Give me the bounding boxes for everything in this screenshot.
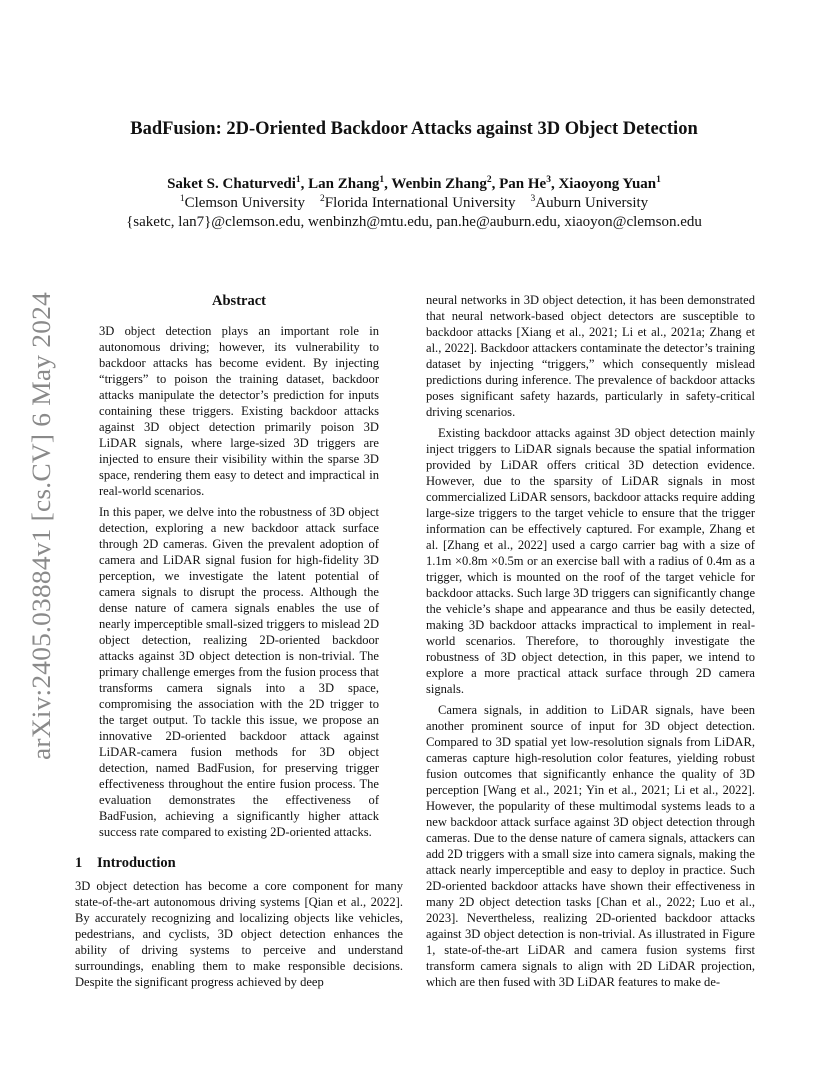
- body-paragraph: Existing backdoor attacks against 3D object detection mainly inject triggers to LiDAR signals because the spatial information provided by LiDAR offers critical 3D detection evidence. However, due to the sparsity of LiDAR signals in most commercialized LiDAR sensors, backdoor attacks require adding large-size triggers to the target vehicle to ensure that the trigger information can be effectively captured. For example, Zhang et al. [Zhang et al., 2022] used a cargo carrier bag with a size of 1.1m ×0.8m ×0.5m or an exercise ball with a radius of 0.4m as a trigger, which is mounted on the roof of the target vehicle for backdoor attacks. Such large 3D triggers can significantly change the vehicle’s shape and appearance and thus be easily detected, making 3D backdoor attacks impractical to implement in real-world scenarios. Therefore, to thoroughly investigate the robustness of 3D object detection, in this paper, we intend to explore a more practical attack surface through 2D camera signals.: [426, 426, 756, 696]
- body-paragraph: neural networks in 3D object detection, it has been demonstrated that neural network-based object detectors are susceptible to backdoor attacks [Xiang et al., 2021; Li et al., 2021a; Zhang et al., 2022]. Backdoor attackers contaminate the detector’s training dataset by injecting “triggers,” which consequently mislead predictions during inference. The prevalence of backdoor attacks poses significant safety hazards, particularly in safety-critical driving scenarios.: [426, 293, 755, 419]
- author: Pan He$^3$: [499, 175, 551, 192]
- body-paragraph: Camera signals, in addition to LiDAR signals, have been another prominent source of input for 3D object detection. Compared to 3D spatial yet low-resolution signals from LiDAR, cameras capture high-resolution color features, yielding robust fusion outcomes that significantly enhance the quality of 3D perception [Wang et al., 2021; Yin et al., 2021; Li et al., 2022]. However, the popularity of these multimodal systems leads to a new backdoor attack surface against 3D object detection through cameras. Due to the dense nature of camera signals, attackers can add 2D triggers with a small size into camera signals, making the attack nearly imperceptible and easy to deploy in practice. Such 2D-oriented backdoor attacks have shown their effectiveness in many 2D object detection tasks [Chan et al., 2022; Luo et al., 2023]. Nevertheless, realizing 2D-oriented backdoor attacks against 3D object detection is non-trivial. As illustrated in Figure 1, state-of-the-art LiDAR and camera fusion systems first transform camera signals to align with 2D LiDAR projection, which are then fused with 3D LiDAR features to make de-: [426, 703, 755, 989]
- affiliation: $^1$Clemson University: [179, 194, 305, 211]
- arxiv-id: arXiv:2405.03884v1 [cs.CV] 6 May 2024: [27, 316, 56, 760]
- author-emails: {saketc, lan7}@clemson.edu, wenbinzh@mtu.edu, pan.he@auburn.edu, xiaoyon@clemson.edu: [126, 214, 702, 230]
- abstract-paragraph: 3D object detection plays an important role in autonomous driving; however, its vulnerability to backdoor attacks has become evident. By injecting “triggers” to poison the training dataset, backdoor attacks manipulate the detector’s prediction for inputs containing these triggers. Existing backdoor attacks against 3D object detection primarily poison 3D LiDAR signals, where large-sized 3D triggers are injected to ensure their visibility within the sparse 3D space, rendering them easy to detect and impractical in real-world scenarios.: [99, 324, 379, 498]
- intro-paragraph: 3D object detection has become a core component for many state-of-the-art autonomous driving systems [Qian et al., 2022]. By accurately recognizing and localizing objects like vehicles, pedestrians, and cyclists, 3D object detection enhances the ability of driving systems to perceive and understand surroundings, enabling them to make responsible decisions. Despite the significant progress achieved by deep: [75, 879, 403, 989]
- abstract-heading: Abstract: [212, 293, 266, 309]
- affiliation-list: [80, 193, 748, 213]
- abstract-body: [75, 323, 403, 840]
- author: Saket S. Chaturvedi$^1$: [167, 175, 301, 192]
- author: Wenbin Zhang$^2$: [391, 175, 492, 192]
- left-column: [75, 292, 403, 990]
- arxiv-stamp: [20, 290, 60, 760]
- affiliation: $^2$Florida International University: [319, 194, 516, 211]
- right-column: [426, 292, 755, 990]
- affiliation: $^3$Auburn University: [530, 194, 649, 211]
- arxiv-stamp-svg: [20, 290, 60, 760]
- section-heading-introduction: 1 Introduction: [75, 855, 176, 871]
- author-list: Saket S. Chaturvedi$^1$, Lan Zhang$^1$, Wenbin Zhang$^2$, Pan He$^3$, Xiaoyong Yuan$^1$: [167, 175, 661, 192]
- abstract-paragraph: In this paper, we delve into the robustness of 3D object detection, exploring a new backdoor attack surface through 2D cameras. Given the prevalent adoption of camera and LiDAR signal fusion for high-fidelity 3D perception, we investigate the latent potential of camera signals to disrupt the process. Although the dense nature of camera signals enables the use of nearly imperceptible small-sized triggers to mislead 2D object detection, realizing 2D-oriented backdoor attacks against 3D object detection is non-trivial. The primary challenge emerges from the fusion process that transforms camera signals into a 3D space, compromising the association with the 2D trigger to the target output. To tackle this issue, we propose an innovative 2D-oriented backdoor attack against LiDAR-camera fusion methods for 3D object detection, named BadFusion, for preserving trigger effectiveness throughout the entire fusion process. The evaluation demonstrates the effectiveness of BadFusion, achieving a significantly higher attack success rate compared to existing 2D-oriented attacks.: [99, 505, 379, 839]
- author: Xiaoyong Yuan$^1$: [558, 175, 661, 192]
- paper-title: BadFusion: 2D-Oriented Backdoor Attacks against 3D Object Detection: [130, 119, 698, 139]
- author: Lan Zhang$^1$: [308, 175, 385, 192]
